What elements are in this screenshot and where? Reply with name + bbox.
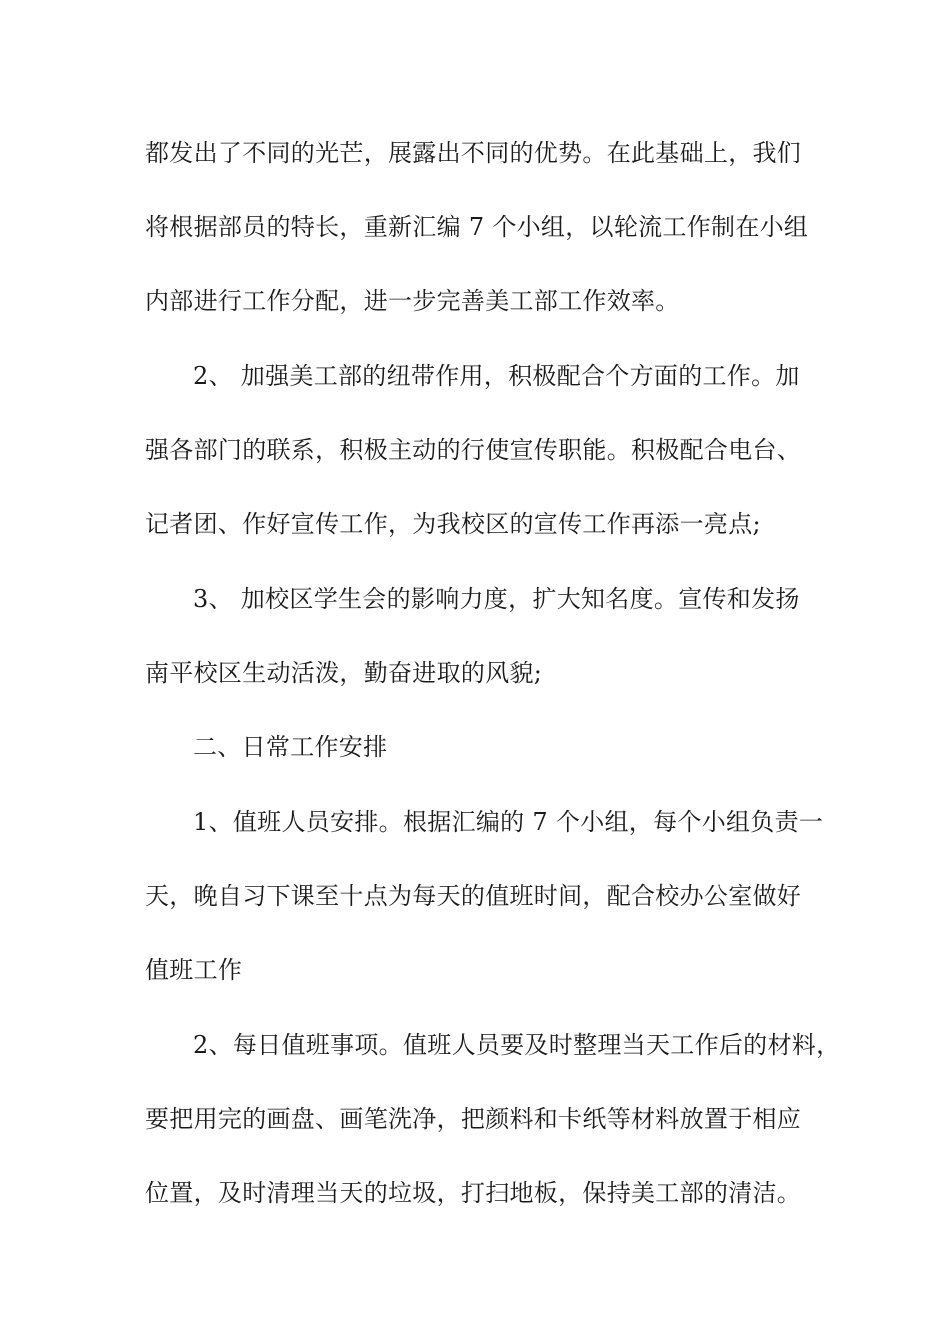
paragraph-line: 位置，及时清理当天的垃圾，打扫地板，保持美工部的清洁。 [145, 1179, 802, 1207]
paragraph-line: 强各部门的联系，积极主动的行使宣传职能。积极配合电台、 [145, 436, 802, 464]
paragraph-line: 内部进行工作分配，进一步完善美工部工作效率。 [145, 287, 680, 315]
paragraph-line: 2、每日值班事项。值班人员要及时整理当天工作后的材料， [193, 1031, 841, 1059]
paragraph-line: 将根据部员的特长，重新汇编 7 个小组，以轮流工作制在小组 [145, 213, 809, 241]
paragraph-line: 记者团、作好宣传工作，为我校区的宣传工作再添一亮点; [145, 510, 761, 538]
paragraph-line: 3、 加校区学生会的影响力度，扩大知名度。宣传和发扬 [193, 585, 800, 613]
section-heading: 二、日常工作安排 [193, 733, 388, 761]
paragraph-line: 都发出了不同的光芒，展露出不同的优势。在此基础上，我们 [145, 139, 802, 167]
paragraph-line: 南平校区生动活泼，勤奋进取的风貌; [145, 659, 543, 687]
paragraph-line: 1、值班人员安排。根据汇编的 7 个小组，每个小组负责一 [193, 808, 824, 836]
paragraph-line: 要把用完的画盘、画笔洗净，把颜料和卡纸等材料放置于相应 [145, 1105, 802, 1133]
paragraph-line: 2、 加强美工部的纽带作用，积极配合个方面的工作。加 [193, 362, 800, 390]
paragraph-line: 值班工作 [145, 956, 243, 984]
paragraph-line: 天，晚自习下课至十点为每天的值班时间，配合校办公室做好 [145, 882, 802, 910]
